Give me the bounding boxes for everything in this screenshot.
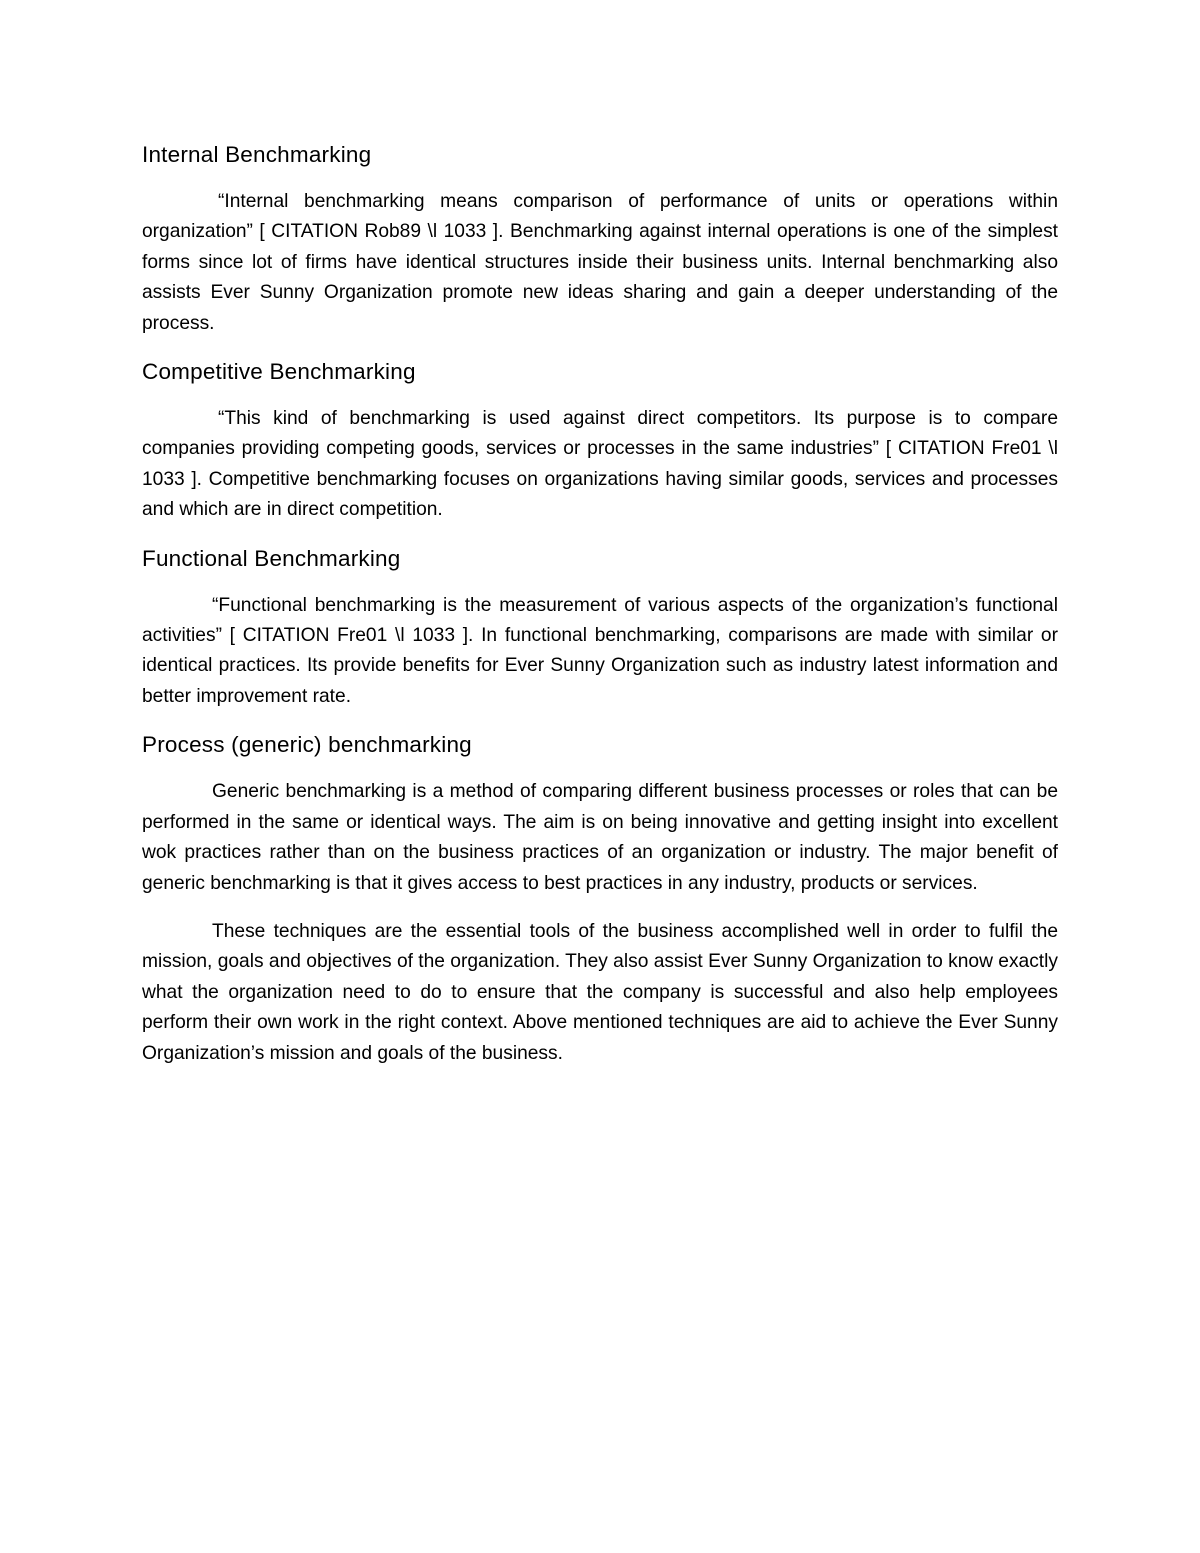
paragraph-closing: These techniques are the essential tools of the business accomplished well in order to fulfil the mission, goals and objectives of the organization. They also assist Ever Sunny Organization to know exactly what the organization need to do to ensure that the company is successful and also help employees perform their own work in the right context. Above mentioned techniques are aid to achieve the Ever Sunny Organization’s mission and goals of the business.: [142, 920, 1058, 1064]
document-body: [142, 140, 1058, 1087]
paragraph-internal-benchmarking: “Internal benchmarking means comparison of performance of units or operations within organization” [ CITATION Rob89 \l 1033 ]. Benchmarking against internal operations is one of the simplest forms since lot of firms have identical structures inside their business units. Internal benchmarking also assists Ever Sunny Organization promote new ideas sharing and gain a deeper understanding of the process.: [142, 191, 1058, 334]
heading-internal-benchmarking: Internal Benchmarking: [142, 142, 372, 167]
heading-functional-benchmarking: Functional Benchmarking: [142, 545, 401, 571]
heading-process-benchmarking: Process (generic) benchmarking: [142, 732, 472, 758]
heading-competitive-benchmarking: Competitive Benchmarking: [142, 359, 416, 385]
paragraph-process-benchmarking: Generic benchmarking is a method of comparing different business processes or roles that can be performed in the same or identical ways. The aim is on being innovative and getting insight into excellent wok practices rather than on the business practices of an organization or industry. The major benefit of generic benchmarking is that it gives access to best practices in any industry, products or services.: [142, 781, 1058, 894]
paragraph-competitive-benchmarking: “This kind of benchmarking is used against direct competitors. Its purpose is to compare companies providing competing goods, services or processes in the same industries” [ CITATION Fre01 \l 1033 ]. Competitive benchmarking focuses on organizations having similar goods, services and processes and which are in direct competition.: [142, 408, 1058, 521]
paragraph-functional-benchmarking: “Functional benchmarking is the measurement of various aspects of the organization’s functional activities” [ CITATION Fre01 \l 1033 ]. In functional benchmarking, comparisons are made with similar or identical practices. Its provide benefits for Ever Sunny Organization such as industry latest information and better improvement rate.: [142, 594, 1058, 707]
